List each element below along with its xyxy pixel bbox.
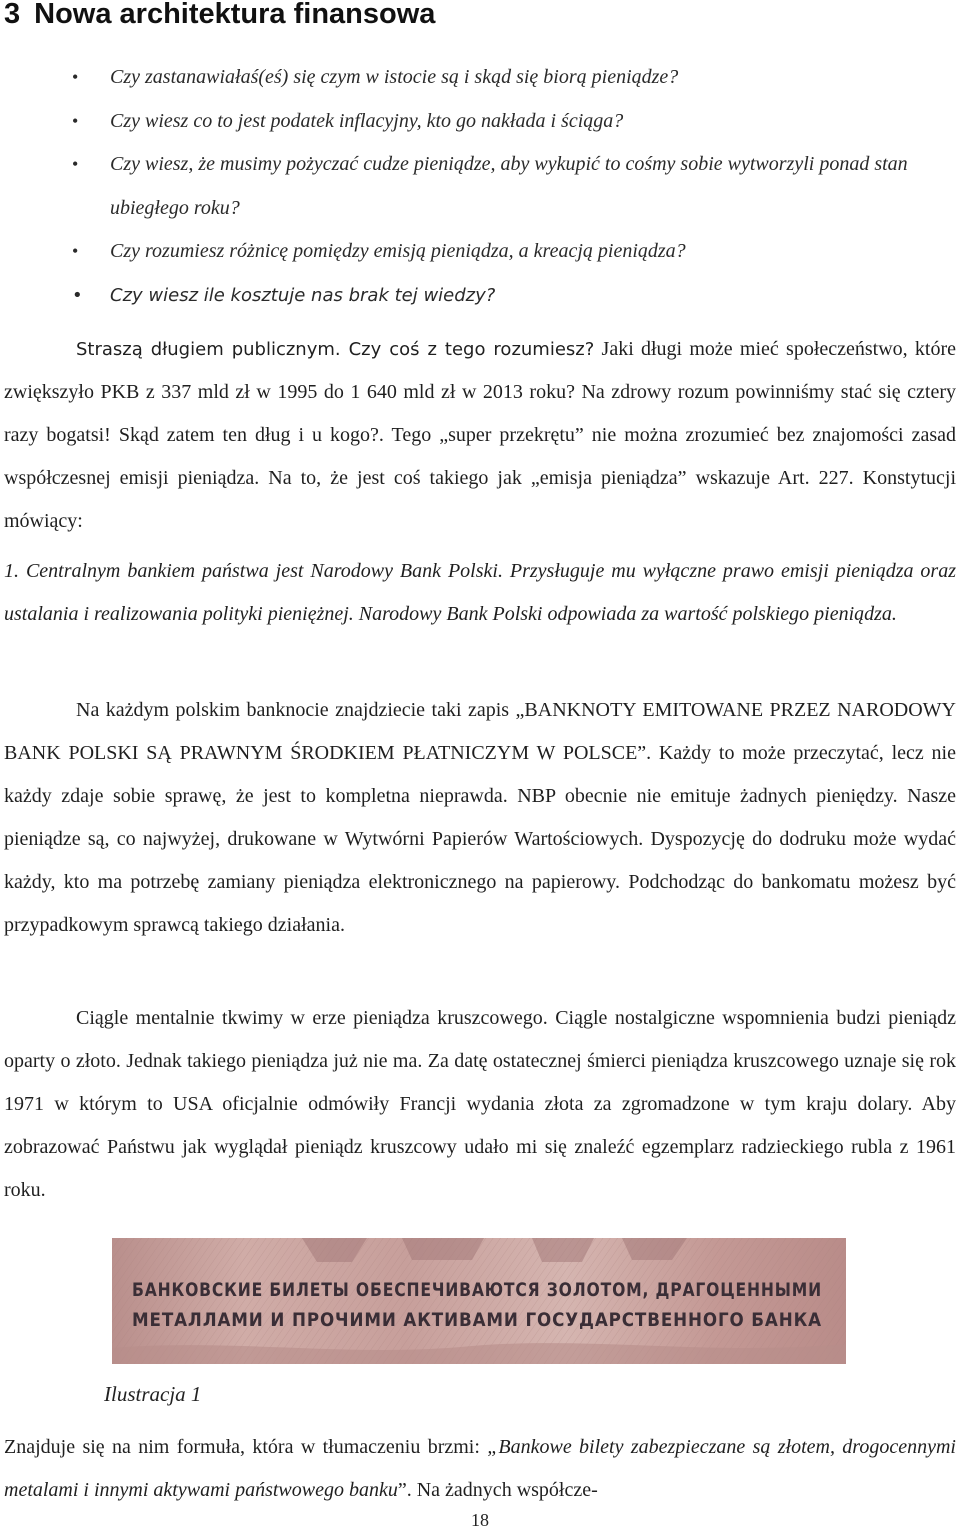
bullet-icon: • — [72, 110, 79, 131]
ruble-banknote-image — [112, 1238, 846, 1364]
banknote-text-line-2: МЕТАЛЛАМИ И ПРОЧИМИ АКТИВАМИ ГОСУДАРСТВЕННОГО БАНКА — [132, 1309, 822, 1331]
bullet-icon: • — [72, 67, 79, 87]
bullet-icon: • — [72, 241, 79, 261]
list-item: • Czy wiesz ile kosztuje nas brak tej wiedzy? — [0, 274, 960, 318]
banknote-text-line-1: БАНКОВСКИЕ БИЛЕТЫ ОБЕСПЕЧИВАЮТСЯ ЗОЛОТОМ, ДРАГОЦЕННЫМИ — [132, 1279, 822, 1301]
paragraph-formula: Znajduje się na nim formuła, która w tłumaczeniu brzmi: „Bankowe bilety zabezpieczane są złotem, drogocennymi metalami i innymi aktywami państwowego banku”. Na żadnych współcze- — [4, 1436, 956, 1501]
list-item: • Czy zastanawiałaś(eś) się czym w istocie są i skąd się biorą pieniądze? — [0, 56, 960, 100]
page-number: 18 — [471, 1510, 489, 1530]
figure-caption: Ilustracja 1 — [104, 1382, 202, 1406]
list-item: • Czy rozumiesz różnicę pomiędzy emisją pieniądza, a kreacją pieniądza? — [0, 230, 960, 274]
paragraph-commodity-money: Ciągle mentalnie tkwimy w erze pieniądza kruszcowego. Ciągle nostalgiczne wspomnienia budzi pieniądz oparty o złoto. Jednak takiego pieniądza już nie ma. Za datę ostatecznej śmierci pieniądza kruszcowego uznaje się rok 1971 w którym to USA oficjalnie odmówiły Francji wydania złota za zgromadzone w tym kraju dolary. Aby zobrazować Państwu jak wyglądał pieniądz kruszcowy udało mi się znaleźć egzemplarz radzieckiego rubla z 1961 roku. — [4, 1007, 956, 1201]
paragraph-public-debt: Straszą długiem publicznym. Czy coś z tego rozumiesz? Jaki długi może mieć społeczeństwo, które zwiększyło PKB z 337 mld zł w 1995 do 1 640 mld zł w 2013 roku? Na zdrowy rozum powinniśmy stać się cztery razy bogatsi! Skąd zatem ten dług i u kogo?. Tego „super przekrętu” nie można zrozumieć bez znajomości zasad współczesnej emisji pieniądza. Na to, że jest coś takiego jak „emisja pieniądza” wskazuje Art. 227. Konstytucji mówiący: — [4, 338, 957, 532]
paragraph-constitution-quote: 1. Centralnym bankiem państwa jest Narodowy Bank Polski. Przysługuje mu wyłączne prawo emisji pieniądza oraz ustalania i realizowania polityki pieniężnej. Narodowy Bank Polski odpowiada za wartość polskiego pieniądza. — [4, 560, 956, 625]
list-item: • Czy wiesz, że musimy pożyczać cudze pieniądze, aby wykupić to cośmy sobie wytworzyli ponad stan ubiegłego roku? — [0, 143, 960, 230]
banknote-graphic — [112, 1238, 846, 1364]
section-number: 3 — [4, 0, 21, 30]
paragraph-banknote-inscription: Na każdym polskim banknocie znajdziecie taki zapis „BANKNOTY EMITOWANE PRZEZ NARODOWY BANK POLSKI SĄ PRAWNYM ŚRODKIEM PŁATNICZYM W POLSCE”. Każdy to może przeczytać, lecz nie każdy zdaje sobie sprawę, że jest to kompletna nieprawda. NBP obecnie nie emituje żadnych pieniędzy. Nasze pieniądze są, co najwyżej, drukowane w Wytwórni Papierów Wartościowych. Dyspozycję do dodruku może wydać każdy, kto ma potrzebę zamiany pieniądza elektronicznego na papierowy. Podchodząc do bankomatu możesz być przypadkowym sprawcą takiego działania. — [4, 699, 956, 936]
section-title: Nowa architektura finansowa — [34, 0, 436, 30]
formula-quote: „Bankowe bilety zabezpieczane są złotem, drogocennymi metalami i innymi aktywami państwowego banku — [4, 1436, 956, 1501]
section-heading — [4, 0, 435, 34]
question-list — [0, 56, 960, 317]
list-item: • Czy wiesz co to jest podatek inflacyjny, kto go nakłada i ściąga? — [0, 100, 960, 144]
bullet-icon: • — [72, 284, 83, 306]
bullet-icon: • — [72, 154, 79, 174]
